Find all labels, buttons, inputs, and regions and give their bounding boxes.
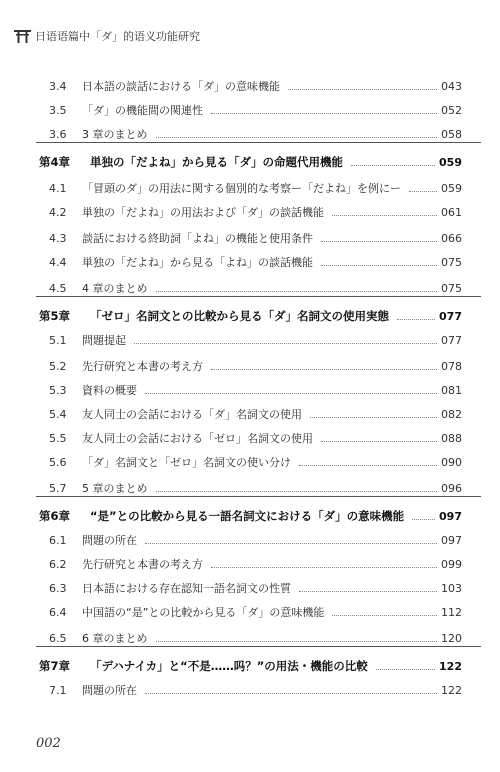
toc-entry-number: 4.4 bbox=[49, 255, 67, 269]
toc-section-row[interactable] bbox=[0, 578, 500, 598]
toc-entry bbox=[82, 280, 462, 296]
toc-entry-title: 「ダ」名詞文と「ゼロ」名詞文の使い分け bbox=[82, 456, 291, 469]
toc-entry bbox=[90, 658, 462, 674]
dot-leader bbox=[310, 416, 437, 418]
toc-entry-page: 097 bbox=[439, 509, 462, 523]
torii-gate-icon bbox=[14, 29, 31, 43]
toc-entry-page: 120 bbox=[441, 631, 462, 645]
toc-entry-page: 077 bbox=[439, 309, 462, 323]
toc-section-row[interactable] bbox=[0, 178, 500, 198]
toc-entry-number: 6.1 bbox=[49, 533, 67, 547]
toc-entry-number: 6.2 bbox=[49, 557, 67, 571]
toc-entry-number: 3.5 bbox=[49, 103, 67, 117]
dot-leader bbox=[211, 566, 437, 568]
toc-entry-number: 6.3 bbox=[49, 581, 67, 595]
toc-entry-number: 5.7 bbox=[49, 481, 67, 495]
dot-leader bbox=[321, 440, 437, 442]
toc-entry-page: 096 bbox=[441, 481, 462, 495]
toc-entry bbox=[82, 580, 462, 596]
toc-entry-page: 122 bbox=[441, 683, 462, 697]
toc-entry-page: 061 bbox=[441, 205, 462, 219]
toc-entry-title: 6 章のまとめ bbox=[82, 632, 148, 645]
toc-entry-number: 4.2 bbox=[49, 205, 67, 219]
toc-entry bbox=[82, 254, 462, 270]
toc-entry-page: 059 bbox=[441, 181, 462, 195]
toc-section-row[interactable] bbox=[0, 228, 500, 248]
toc-entry-title: “是”との比較から見る一語名詞文における「ダ」の意味機能 bbox=[90, 509, 405, 523]
toc-entry-title: 3 章のまとめ bbox=[82, 128, 148, 141]
dot-leader bbox=[145, 542, 437, 544]
toc-entry bbox=[82, 126, 462, 142]
toc-entry-title: 先行研究と本書の考え方 bbox=[82, 360, 203, 373]
toc-chapter-row[interactable] bbox=[0, 656, 500, 676]
toc-section-row[interactable] bbox=[0, 76, 500, 96]
toc-section-row[interactable] bbox=[0, 452, 500, 472]
toc-entry-title: 「ゼロ」名詞文との比較から見る「ダ」名詞文の使用実態 bbox=[90, 309, 389, 323]
toc-section-row[interactable] bbox=[0, 428, 500, 448]
dot-leader bbox=[409, 190, 437, 192]
toc-entry-title: 日本語における存在認知一語名詞文の性質 bbox=[82, 582, 291, 595]
toc-entry-title: 友人同士の会話における「ダ」名詞文の使用 bbox=[82, 408, 302, 421]
toc-entry-page: 122 bbox=[439, 659, 462, 673]
toc-entry-number: 第6章 bbox=[39, 509, 71, 523]
dot-leader bbox=[156, 490, 438, 492]
dot-leader bbox=[211, 368, 437, 370]
toc-entry-title: 問題の所在 bbox=[82, 534, 137, 547]
toc-entry-number: 4.3 bbox=[49, 231, 67, 245]
toc-entry bbox=[82, 454, 462, 470]
toc-entry-number: 5.3 bbox=[49, 383, 67, 397]
toc-section-row[interactable] bbox=[0, 356, 500, 376]
toc-section-row[interactable] bbox=[0, 124, 500, 144]
toc-entry-title: 日本語の談話における「ダ」の意味機能 bbox=[82, 80, 280, 93]
toc-entry-page: 082 bbox=[441, 407, 462, 421]
toc-entry-page: 058 bbox=[441, 127, 462, 141]
dot-leader bbox=[288, 88, 437, 90]
toc-entry-title: 先行研究と本書の考え方 bbox=[82, 558, 203, 571]
toc-entry bbox=[82, 430, 462, 446]
toc-entry bbox=[82, 382, 462, 398]
toc-section-row[interactable] bbox=[0, 478, 500, 498]
toc-entry-title: 友人同士の会話における「ゼロ」名詞文の使用 bbox=[82, 432, 313, 445]
toc-entry bbox=[82, 630, 462, 646]
toc-chapter-row[interactable] bbox=[0, 152, 500, 172]
toc-entry-title: 単独の「だよね」から見る「よね」の談話機能 bbox=[82, 256, 313, 269]
toc-entry-page: 052 bbox=[441, 103, 462, 117]
toc-section-row[interactable] bbox=[0, 100, 500, 120]
toc-entry-page: 075 bbox=[441, 255, 462, 269]
dot-leader bbox=[412, 518, 435, 520]
toc-entry-number: 第5章 bbox=[39, 309, 71, 323]
toc-entry-title: 単独の「だよね」の用法および「ダ」の談話機能 bbox=[82, 206, 324, 219]
toc-entry-number: 3.6 bbox=[49, 127, 67, 141]
dot-leader bbox=[156, 290, 438, 292]
toc-entry bbox=[82, 532, 462, 548]
toc-entry-title: 「デハナイカ」と“不是……吗？”の用法・機能の比較 bbox=[90, 659, 368, 673]
dot-leader bbox=[145, 392, 437, 394]
toc-entry-number: 5.5 bbox=[49, 431, 67, 445]
toc-entry-title: 「ダ」の機能間の関連性 bbox=[82, 104, 203, 117]
toc-entry-page: 043 bbox=[441, 79, 462, 93]
toc-entry-number: 5.6 bbox=[49, 455, 67, 469]
toc-entry-number: 3.4 bbox=[49, 79, 67, 93]
toc-section-row[interactable] bbox=[0, 554, 500, 574]
toc-entry-number: 4.1 bbox=[49, 181, 67, 195]
header-title: 日语语篇中「ダ」的语义功能研究 bbox=[35, 30, 200, 43]
toc-entry bbox=[90, 508, 462, 524]
toc-entry-title: 問題提起 bbox=[82, 334, 126, 347]
toc-entry bbox=[82, 78, 462, 94]
toc-entry-page: 075 bbox=[441, 281, 462, 295]
toc-entry-number: 第4章 bbox=[39, 155, 71, 169]
dot-leader bbox=[321, 264, 437, 266]
toc-entry bbox=[82, 682, 462, 698]
toc-section-row[interactable] bbox=[0, 202, 500, 222]
toc-entry-title: 単独の「だよね」から見る「ダ」の命題代用機能 bbox=[90, 155, 343, 169]
toc-entry bbox=[82, 204, 462, 220]
toc-entry-page: 077 bbox=[441, 333, 462, 347]
toc-entry-number: 6.5 bbox=[49, 631, 67, 645]
toc-entry-page: 112 bbox=[441, 605, 462, 619]
toc-section-row[interactable] bbox=[0, 530, 500, 550]
toc-entry-number: 第7章 bbox=[39, 659, 71, 673]
toc-entry-page: 097 bbox=[441, 533, 462, 547]
dot-leader bbox=[299, 464, 437, 466]
toc-entry-number: 7.1 bbox=[49, 683, 67, 697]
toc-entry bbox=[82, 230, 462, 246]
dot-leader bbox=[145, 692, 437, 694]
toc-entry-page: 088 bbox=[441, 431, 462, 445]
toc-entry bbox=[82, 102, 462, 118]
toc-entry-page: 066 bbox=[441, 231, 462, 245]
dot-leader bbox=[211, 112, 437, 114]
dot-leader bbox=[156, 136, 438, 138]
toc-entry-page: 078 bbox=[441, 359, 462, 373]
toc-entry bbox=[90, 308, 462, 324]
toc-entry bbox=[82, 556, 462, 572]
toc-entry-title: 5 章のまとめ bbox=[82, 482, 148, 495]
toc-entry-title: 問題の所在 bbox=[82, 684, 137, 697]
toc-entry-page: 090 bbox=[441, 455, 462, 469]
toc-entry bbox=[82, 406, 462, 422]
toc-section-row[interactable] bbox=[0, 602, 500, 622]
toc-entry bbox=[82, 480, 462, 496]
toc-entry-title: 4 章のまとめ bbox=[82, 282, 148, 295]
toc-entry-number: 6.4 bbox=[49, 605, 67, 619]
toc-entry-title: 談話における終助詞「よね」の機能と使用条件 bbox=[82, 232, 313, 245]
toc-entry-page: 081 bbox=[441, 383, 462, 397]
dot-leader bbox=[376, 668, 435, 670]
toc-entry-page: 103 bbox=[441, 581, 462, 595]
toc-entry bbox=[82, 180, 462, 196]
toc-entry bbox=[82, 358, 462, 374]
toc-entry bbox=[82, 332, 462, 348]
toc-section-row[interactable] bbox=[0, 680, 500, 700]
toc-entry-page: 099 bbox=[441, 557, 462, 571]
toc-section-row[interactable] bbox=[0, 404, 500, 424]
dot-leader bbox=[299, 590, 437, 592]
toc-entry-number: 5.2 bbox=[49, 359, 67, 373]
dot-leader bbox=[134, 342, 437, 344]
dot-leader bbox=[332, 214, 437, 216]
dot-leader bbox=[321, 240, 437, 242]
toc-entry bbox=[82, 604, 462, 620]
toc-entry-title: 資料の概要 bbox=[82, 384, 137, 397]
toc-entry-title: 中国語の“是”との比較から見る「ダ」の意味機能 bbox=[82, 606, 325, 619]
toc-entry-title: 「冒頭のダ」の用法に関する個別的な考察ー「だよね」を例にー bbox=[82, 182, 401, 195]
toc-section-row[interactable] bbox=[0, 628, 500, 648]
toc-section-row[interactable] bbox=[0, 252, 500, 272]
toc-section-row[interactable] bbox=[0, 278, 500, 298]
dot-leader bbox=[351, 164, 435, 166]
toc-section-row[interactable] bbox=[0, 330, 500, 350]
dot-leader bbox=[397, 318, 435, 320]
toc-chapter-row[interactable] bbox=[0, 306, 500, 326]
page-number: 002 bbox=[36, 736, 61, 751]
dot-leader bbox=[156, 640, 438, 642]
toc-entry bbox=[90, 154, 462, 170]
toc-chapter-row[interactable] bbox=[0, 506, 500, 526]
toc-entry-number: 5.4 bbox=[49, 407, 67, 421]
toc-section-row[interactable] bbox=[0, 380, 500, 400]
dot-leader bbox=[332, 614, 437, 616]
toc-entry-page: 059 bbox=[439, 155, 462, 169]
toc-entry-number: 4.5 bbox=[49, 281, 67, 295]
running-header bbox=[14, 28, 200, 44]
toc-entry-number: 5.1 bbox=[49, 333, 67, 347]
